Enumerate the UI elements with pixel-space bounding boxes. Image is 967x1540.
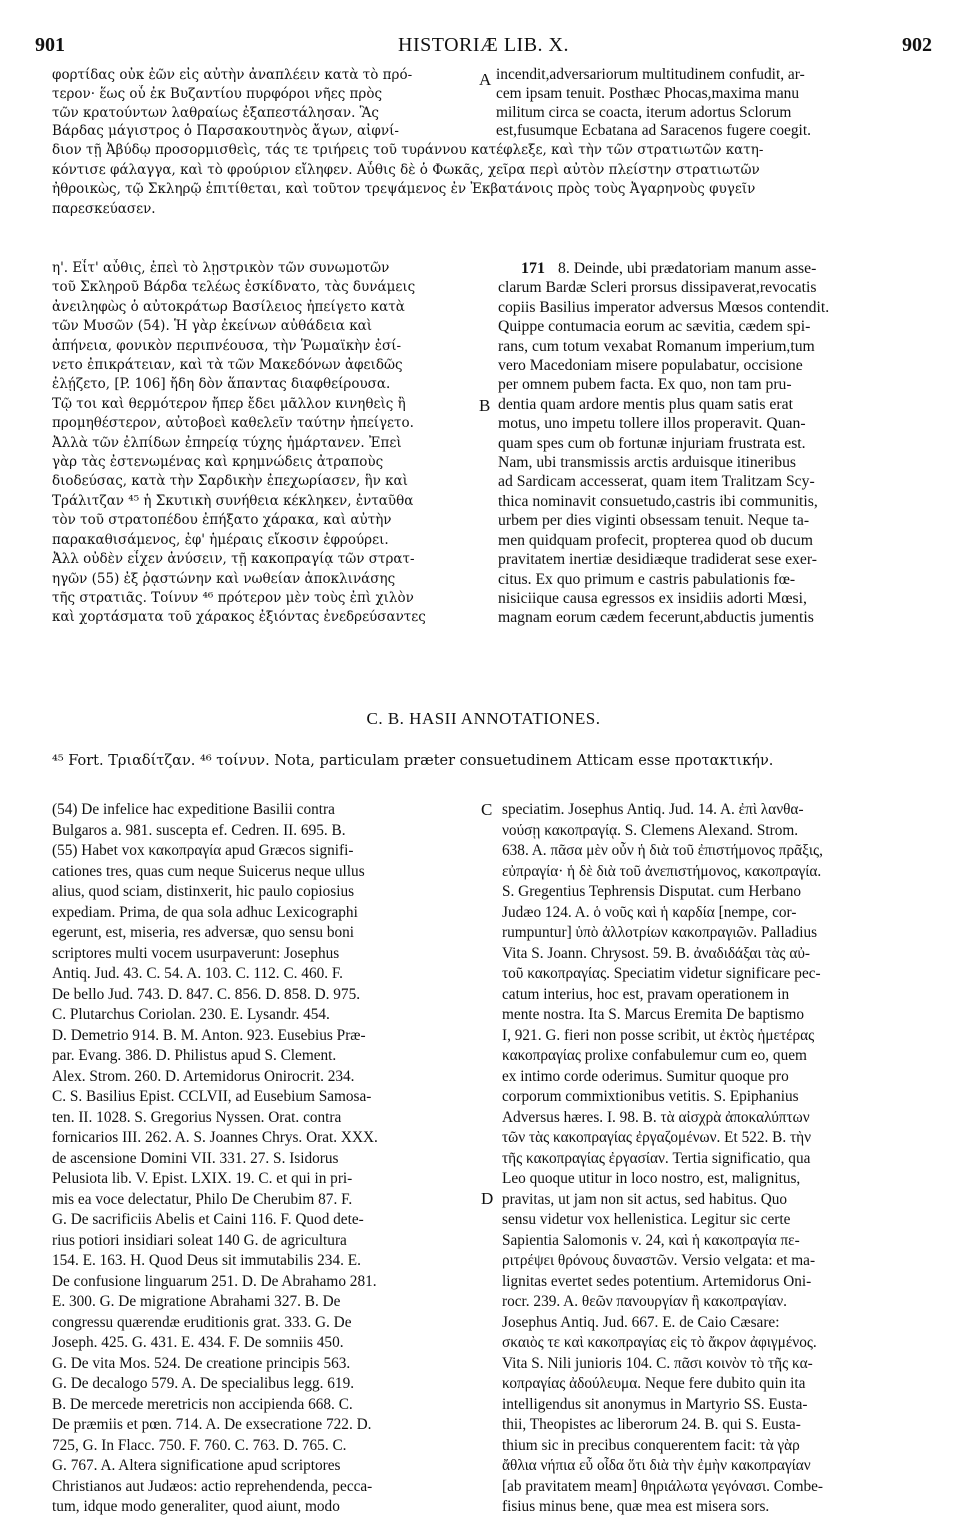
text-line: Τράλιτζαν ⁴⁵ ἡ Σκυτικὴ συνήθεια κέκληκεν, ἐνταῦθα (52, 492, 414, 509)
text-line: Antiq. Jud. 43. C. 54. A. 103. C. 112. C. 460. F. (52, 965, 344, 982)
textual-footnotes: ⁴⁵ Fort. Τριαδίτζαν. ⁴⁶ τοίνυν. Nota, particulam præter consuetudinem Atticam esse προτακτικήν. (52, 753, 774, 769)
text-line: κόντισε φάλαγγα, καὶ τὸ φρούριον εἴληφεν. Αὖθις δὲ ὁ Φωκᾶς, χεῖρα περὶ αὐτὸν πλείστην στρατιωτῶν (52, 161, 760, 178)
text-line: τῶν Μυσῶν (54). Ἡ γὰρ ἐκείνων αὐθάδεια καὶ (52, 318, 373, 335)
text-line: Pelusiota lib. V. Epist. LXIX. 19. C. et qui in pri- (52, 1170, 353, 1187)
text-line: ηγῶν (55) ἐξ ῥᾳστώνην καὶ νωθείαν ἀποκλινάσης (52, 570, 396, 587)
text-line: alius, quod sciam, distinxerit, hic paulo copiosius (52, 883, 355, 900)
latin-column-middle (498, 259, 938, 628)
text-line: speciatim. Josephus Antiq. Jud. 14. A. ἐπὶ λανθα- (502, 801, 804, 818)
text-line: Leo quoque utitur in loco nostro, est, malignitus, (502, 1170, 801, 1187)
text-line: mis ea voce delectatur, Philo De Cherubim 87. F. (52, 1190, 353, 1208)
text-line: 154. E. 163. H. Quod Deus sit immutabilis 234. E. (52, 1252, 361, 1269)
text-line: κακοπραγίας prolixe confabulemur cum eo, quem (502, 1047, 807, 1064)
text-line: corporum commixtionibus vetitis. S. Epiphanius (502, 1088, 799, 1105)
text-line: expediam. Prima, de qua sola adhuc Lexicographi (52, 903, 358, 921)
text-line: sensu videtur vox hellenistica. Legitur sic certe (502, 1211, 791, 1228)
running-title: HISTORIÆ LIB. X. (398, 34, 569, 56)
text-line: φορτίδας οὐκ ἐῶν εἰς αὐτὴν ἀναπλέειν κατὰ τὸ πρό- (52, 67, 413, 83)
text-line: Ἀλλ οὐδὲν εἶχεν ἀνύσειν, τῇ κακοπραγίᾳ τῶν στρατ- (52, 551, 415, 568)
text-line: (54) De infelice hac expeditione Basilii contra (52, 801, 335, 818)
text-line: διον τῇ Ἀβύδῳ προσορμισθεὶς, τάς τε τριήρεις τοῦ τυράννου κατέφλεξε, καὶ τὴν τῶν στρατιωτῶν κατη- (52, 142, 764, 158)
text-line: ten. II. 1028. S. Gregorius Nyssen. Orat. contra (52, 1108, 342, 1126)
text-line: mente nostra. Ita S. Marcus Eremita De baptismo (502, 1006, 805, 1023)
text-line: τῶν τὰς κακοπραγίας ἐργαζομένων. Et 522. B. τὴν (502, 1129, 812, 1146)
text-line: εὐπραγία· ἡ δὲ διὰ τοῦ ἀνεπιστήμονος, κακοπραγία. (502, 862, 822, 880)
text-line: men quidquam profecit, propterea quod ob ducum (498, 531, 813, 549)
text-line: καὶ χορτάσματα τοῦ χάρακος ἐξιόντας ἐνεδρεύσαντες (52, 609, 426, 626)
text-line: copiis Basilius imperator adversus Mœsos contendit. (498, 298, 830, 316)
text-line: η'. Εἶτ' αὖθις, ἐπεὶ τὸ λῃστρικὸν τῶν συνωμοτῶν (52, 260, 390, 276)
text-line: C. S. Basilius Epist. CCLVII, ad Eusebium Samosa- (52, 1088, 372, 1105)
latin-column-top (496, 66, 936, 141)
text-line: Josephus Antiq. Jud. 667. E. de Caio Cæsare: (502, 1313, 780, 1331)
text-line: τοῦ Σκληροῦ Βάρδα τελέως ἐσκίδνατο, τὰς δυνάμεις (52, 279, 416, 296)
text-line: Christianos aut Judæos: actio reprehendenda, pecca- (52, 1477, 373, 1495)
text-line: παρακαθισάμενος, ἐφ' ἡμέραις εἴκοσιν ἐφρούρει. (52, 531, 389, 548)
page-header (0, 0, 967, 66)
text-line: egerunt, est, miseria, res adversæ, quo sensu boni (52, 924, 355, 941)
text-line: τῆς κακοπραγίας ἐργασίαν. Tertia significatio, qua (502, 1149, 811, 1167)
text-line: Ἀλλὰ τῶν ἐλπίδων ἐπηρείᾳ τύχης ἡμάρτανεν. Ἐπεὶ (52, 434, 402, 451)
text-line: ἀπήνεια, φονικὸν περιπνέουσα, τὴν Ῥωμαϊκὴν ἐσί- (52, 337, 402, 354)
margin-marker-c: C (481, 800, 493, 819)
text-line: τοῦ κακοπραγίας. Speciatim videtur significare pec- (502, 965, 821, 982)
text-line: militum circa se coacta, iterum adortus Sclorum (496, 103, 792, 121)
text-line: pravitatem inertiæ desidiæque tradiderat sese exer- (498, 551, 817, 569)
text-line: tum, idque modo generaliter, quod aiunt, modo (52, 1498, 340, 1515)
text-line: σκαιὸς τε καὶ κακοπραγίας εἰς τὸ ἄκρον ἀφιγμένος. (502, 1334, 817, 1351)
text-line: Τῷ τοι καὶ θερμότερον ἤπερ ἔδει μᾶλλον κινηθεὶς ἢ (52, 395, 406, 412)
text-line: cationes tres, quas cum neque Suicerus neque ullus (52, 862, 365, 880)
text-line: thii, Theopistes ac liberorum 24. B. qui S. Eusta- (502, 1416, 801, 1433)
text-line: urbem per dies viginti obsessam tenuit. Neque ta- (498, 512, 810, 530)
text-line: ex intimo corde oderimus. Sumitur quoque pro (502, 1067, 789, 1085)
text-line: 638. A. πᾶσα μὲν οὖν ἡ διὰ τοῦ ἐπιστήμονος πρᾶξις, (502, 842, 823, 859)
text-line: διοδεύσας, κατὰ τὴν Σαρδικὴν ἐπεχωρίασεν, ἣν καὶ (52, 473, 408, 490)
margin-marker-a: A (479, 70, 492, 89)
text-line: D. Demetrio 914. B. M. Anton. 923. Eusebius Præ- (52, 1026, 366, 1044)
text-line: τερον· ἕως οὗ ἐκ Βυζαντίου πυρφόροι νῆες πρὸς (52, 85, 383, 102)
text-line: per omnem pubem facta. Ex quo, non tam pru- (498, 376, 792, 394)
text-line: Bulgaros a. 981. suscepta ef. Cedren. II. 695. B. (52, 821, 346, 839)
text-line: thica nominavit consuetudo,castris ibi communitis, (498, 492, 818, 510)
text-line: De confusione linguarum 251. D. De Abrahamo 281. (52, 1272, 377, 1290)
text-line: lignitas evertet sedes potentium. Artemidorus Oni- (502, 1272, 812, 1290)
text-line: νετο ἐπικράτειαν, καὶ τὰ τῶν Μακεδόνων ἀφειδῶς (52, 357, 403, 374)
text-line: est,fusumque Ecbatana ad Saracenos fugere coegit. (496, 122, 811, 140)
text-line: rans, cum totum vexabat Romanum imperium,tum (498, 337, 815, 355)
text-line: nisiciique causa egressos ex insidiis adorti Mœsi, (498, 589, 807, 607)
text-line: Nam, ubi transmissis arctis arduisque itineribus (498, 454, 797, 472)
text-line: [ab pravitatem meam] θηριάλωτα γεγόνασι. Combe- (502, 1477, 823, 1495)
text-line: 725, G. In Flacc. 750. F. 760. C. 763. D. 765. C. (52, 1436, 347, 1454)
text-line: magnam eorum cædem fecerunt,abductis jumentis (498, 609, 814, 627)
text-line: G. 767. A. Altera significatione apud scriptores (52, 1457, 341, 1474)
text-line: De bello Jud. 743. D. 847. C. 856. D. 858. D. 975. (52, 985, 361, 1003)
margin-marker-d: D (481, 1189, 494, 1208)
text-line: ἄθλια νήπια εὖ οἶδα ὅτι διὰ τὴν ἐμὴν κακοπραγίαν (502, 1457, 811, 1474)
text-line: (55) Habet vox κακοπραγία apud Græcos signifi- (52, 842, 354, 859)
text-line: ad Sardicam accesserat, quam item Tralitzam Scy- (498, 473, 815, 491)
text-line: Joseph. 425. G. 431. E. 434. F. De somniis 450. (52, 1334, 344, 1351)
text-line: προμηθέστερον, αὐτοβοεὶ καθελεῖν ταύτην ἠπείγετο. (52, 415, 414, 432)
greek-column-top (52, 66, 476, 141)
text-line: τῶν κρατούντων λαθραίως ἐξαπεστάλησαν. Ἃς (52, 104, 379, 121)
greek-full-width-paragraph (52, 141, 936, 219)
text-line: Judæo 124. A. ὁ νοῦς καὶ ἡ καρδία [nempe, cor- (502, 903, 797, 921)
text-line: Quippe contumacia eorum ac sævitia, cædem spi- (498, 318, 811, 336)
text-line: γὰρ τὰς ἐστενωμένας καὶ κρημνώδεις ἀτραποὺς (52, 454, 384, 471)
text-line: quam spes cum ob fortunæ injuriam frustrata est. (498, 434, 806, 452)
page-number-left: 901 (35, 34, 65, 56)
text-line: thium sic in precibus conquerentem facit: τὰ γὰρ (502, 1436, 800, 1454)
text-line: G. De vita Mos. 524. De creatione principis 563. (52, 1354, 351, 1372)
text-line: cem ipsam tenuit. Posthæc Phocas,maxima manu (496, 84, 800, 102)
annotations-heading: C. B. HASII ANNOTATIONES. (366, 709, 601, 728)
text-line: par. Evang. 386. D. Philistus apud S. Clement. (52, 1047, 337, 1064)
text-line: Sapientia Salomonis v. 24, καὶ ἡ κακοπραγία πε- (502, 1231, 800, 1249)
text-line: I, 921. G. fieri non posse scribit, ut ἐκτὸς ἡμετέρας (502, 1026, 815, 1044)
text-line: C. Plutarchus Coriolan. 230. E. Lysandr. 454. (52, 1006, 330, 1023)
text-line: incendit,adversariorum multitudinem confudit, ar- (496, 66, 805, 83)
text-line: τὸν τοῦ στρατοπέδου ἐπήξατο χάρακα, καὶ αὐτὴν (52, 512, 392, 529)
text-line: Βάρδας μάγιστρος ὁ Παρσακουτηνὸς ἄγων, αἰφνί- (52, 123, 399, 140)
page-number-right: 902 (902, 34, 932, 56)
text-line: τῆς στρατιᾶς. Τοίνυν ⁴⁶ πρότερον μὲν τοὺς ἐπὶ χιλὸν (52, 589, 414, 606)
text-line: κοπραγίας ἀδούλευμα. Neque fere dubito quin ita (502, 1375, 806, 1392)
text-line: 8. Deinde, ubi prædatoriam manum asse- (558, 260, 817, 277)
text-line: intelligendus sit anonymus in Martyrio SS. Eusta- (502, 1395, 808, 1413)
text-line: pravitas, ut jam non sit actus, sed habitus. Quo (502, 1190, 788, 1208)
text-line: de ascensione Domini VII. 331. 27. S. Isidorus (52, 1149, 339, 1167)
text-line: dentia quam ardore mentis plus quam satis erat (498, 395, 793, 413)
text-line: citus. Ex quo primum e castris pabulationis fœ- (498, 570, 796, 588)
text-line: fornicarios III. 262. A. S. Joannes Chrys. Orat. XXX. (52, 1129, 378, 1146)
text-line: clarum Bardæ Scleri prorsus dissipaverat,revocatis (498, 279, 817, 297)
text-line: De præmiis et pœn. 714. A. De exsecratione 722. D. (52, 1416, 372, 1433)
text-line: B. De mercede meretricis non accipienda 668. C. (52, 1395, 353, 1413)
text-line: Alex. Strom. 260. D. Artemidorus Onirocrit. 234. (52, 1067, 355, 1085)
greek-column-middle (52, 259, 476, 628)
text-line: Vita S. Joann. Chrysost. 59. B. ἀναδιδάξαι τὰς αὐ- (502, 944, 810, 962)
text-line: rumpuntur] ὑπὸ ἀλλοτρίων κακοπραγιῶν. Palladius (502, 924, 818, 941)
text-line: παρεσκεύασεν. (52, 200, 156, 217)
text-line: scriptores multi vocem usurpaverunt: Josephus (52, 944, 340, 962)
text-line: ἐλῄζετο, [P. 106] ἤδη δὸν ἅπαντας διαφθείρουσα. (52, 376, 391, 393)
text-line: motus, uno impetu tollere illos properavit. Quan- (498, 415, 806, 433)
text-line: νούσῃ κακοπραγίᾳ. S. Clemens Alexand. Strom. (502, 821, 799, 839)
annotations-column-left (52, 800, 476, 1518)
annotations-column-right (502, 800, 940, 1518)
text-line: Adversus hæres. I. 98. B. τὰ αἰσχρὰ ἀποκαλύπτων (502, 1108, 810, 1126)
section-number-171: 171 (521, 260, 545, 277)
text-line: Vita S. Nili junioris 104. C. πᾶσι κοινὸν τὸ τῆς κα- (502, 1354, 813, 1372)
text-line: G. De decalogo 579. A. De specialibus legg. 619. (52, 1375, 355, 1392)
text-line: G. De sacrificiis Abelis et Caini 116. F. Quod dete- (52, 1211, 364, 1228)
text-line: congressu quærendæ eruditionis grat. 333. G. De (52, 1313, 352, 1331)
text-line: ἠθροικὼς, τῷ Σκληρῷ ἐπιτίθεται, καὶ τοῦτον τρεψάμενος ἐν Ἐκβατάνοις πρὸς τοὺς Ἀγαρηνοὺς φυγεῖν (52, 181, 756, 197)
text-line: catum interius, hoc est, pravam operationem in (502, 985, 790, 1003)
text-line: vero Macedoniam misere populabatur, occisione (498, 357, 803, 375)
text-line: ριτρέψει θρόνους δυναστῶν. Versio velgata: et ma- (502, 1252, 816, 1269)
text-line: rocr. 239. A. θεῶν πανουργίαν ἢ κακοπραγίαν. (502, 1293, 788, 1310)
text-line: rius potiori insidiari soleat 140 G. de agricultura (52, 1231, 347, 1249)
text-line: E. 300. G. De migratione Abrahami 327. B. De (52, 1293, 341, 1310)
text-line: S. Gregentius Tephrensis Disputat. cum Herbano (502, 883, 802, 900)
text-line: fisius minus bene, quæ mea est misera sors. (502, 1498, 770, 1515)
margin-marker-b: B (479, 396, 491, 415)
text-line: ἀνειληφὼς ὁ αὐτοκράτωρ Βασίλειος ἠπείγετο κατὰ (52, 298, 405, 315)
